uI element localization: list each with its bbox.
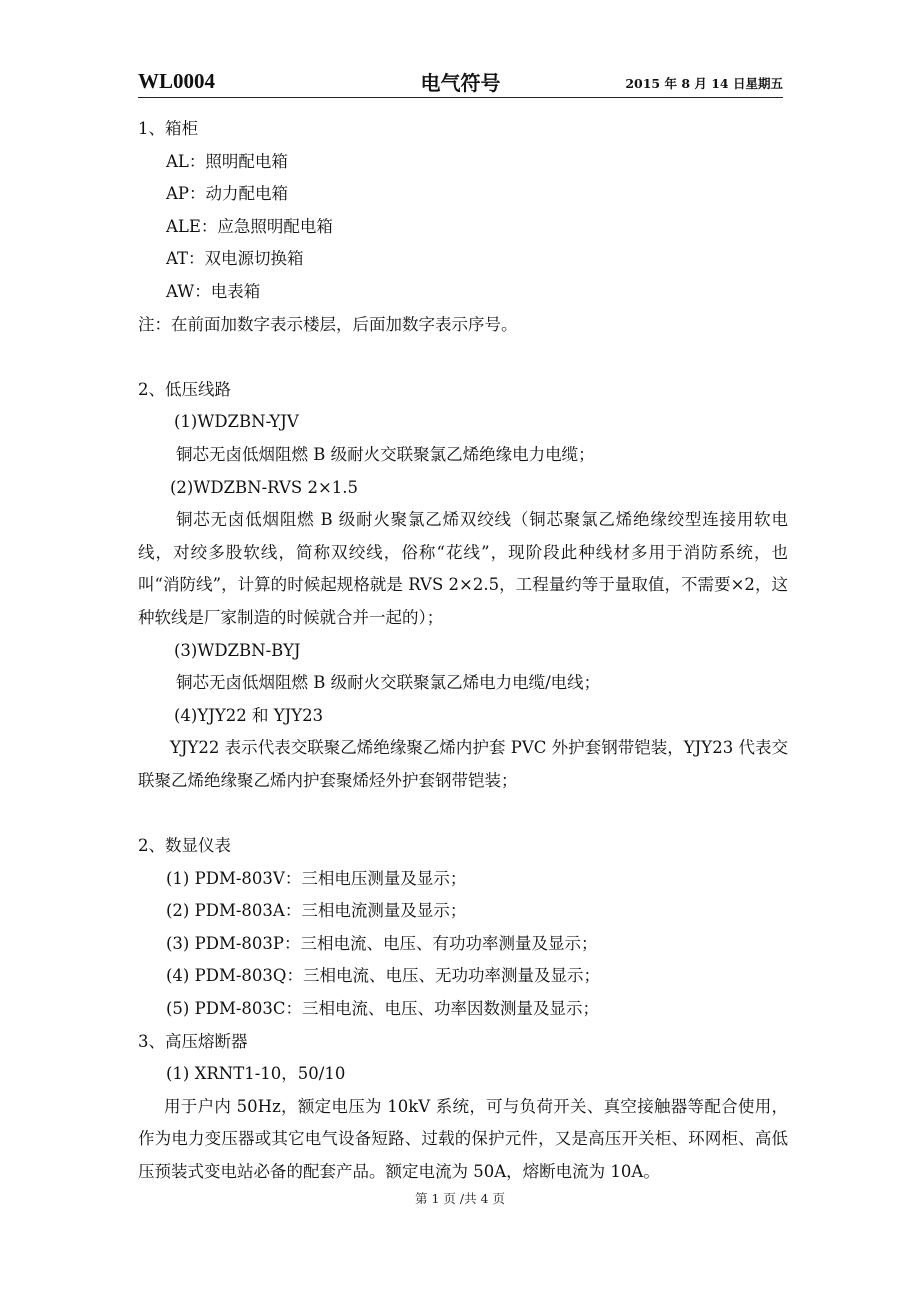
cable-item-title: (4)YJY22 和 YJY23 — [174, 705, 324, 725]
spacer — [138, 797, 788, 830]
list-item: AT：双电源切换箱 — [166, 249, 304, 269]
page-header — [138, 66, 783, 96]
cable-item-title: (2)WDZBN-RVS 2×1.5 — [170, 477, 359, 497]
meter-item: (4) PDM-803Q：三相电流、电压、无功功率测量及显示； — [166, 966, 600, 986]
document-id: WL0004 — [138, 69, 216, 93]
meter-item: (3) PDM-803P：三相电流、电压、有功功率测量及显示； — [166, 933, 598, 953]
list-item: AL：照明配电箱 — [166, 151, 288, 171]
list-item: ALE：应急照明配电箱 — [166, 216, 333, 236]
cable-item-desc: 铜芯无卤低烟阻燃 B 级耐火交联聚氯乙烯电力电缆/电线； — [176, 673, 601, 693]
list-item: AP：动力配电箱 — [166, 184, 289, 204]
header-divider — [138, 97, 783, 98]
document-title: 电气符号 — [420, 71, 501, 95]
cable-item-title: (3)WDZBN-BYJ — [174, 640, 301, 660]
section-heading-meters: 2、数显仪表 — [138, 836, 231, 856]
section-heading-cabinets: 1、箱柜 — [138, 119, 198, 138]
meter-item: (1) PDM-803V：三相电压测量及显示； — [166, 868, 467, 888]
fuse-item-title: (1) XRNT1-10，50/10 — [166, 1064, 346, 1084]
section-heading-low-voltage: 2、低压线路 — [138, 379, 231, 399]
meter-item: (2) PDM-803A：三相电流测量及显示； — [166, 901, 467, 921]
cable-item-desc: YJY22 表示代表交联聚乙烯绝缘聚乙烯内护套 PVC 外护套钢带铠装，YJY23 代表交联聚乙烯绝缘聚乙烯内护套聚烯烃外护套钢带铠装； — [138, 738, 788, 790]
cable-item-desc: 铜芯无卤低烟阻燃 B 级耐火交联聚氯乙烯绝缘电力电缆； — [176, 444, 595, 464]
cable-item-desc: 铜芯无卤低烟阻燃 B 级耐火聚氯乙烯双绞线（铜芯聚氯乙烯绝缘绞型连接用软电线，对绞多股软线，简称双绞线，俗称“花线”，现阶段此种线材多用于消防系统，也叫“消防线”，计算的时候起规格就是 RVS 2×2.5，工程量约等于量取值，不需要×2，这种软线是厂家制造的时候就合并一起的）； — [138, 510, 788, 627]
document-date: 2015 年 8 月 14 日星期五 — [625, 76, 783, 91]
fuse-item-desc: 用于户内 50Hz，额定电压为 10kV 系统，可与负荷开关、真空接触器等配合使用，作为电力变压器或其它电气设备短路、过载的保护元件，又是高压开关柜、环网柜、高低压预装式变电站必备的配套产品。额定电流为 50A，熔断电流为 10A。 — [138, 1096, 788, 1181]
document-body — [138, 113, 788, 1189]
spacer — [138, 341, 788, 374]
cabinet-note: 注：在前面加数字表示楼层，后面加数字表示序号。 — [138, 314, 518, 334]
page-number: 第 1 页 /共 4 页 — [415, 1191, 505, 1206]
list-item: AW：电表箱 — [166, 281, 261, 301]
cable-item-title: (1)WDZBN-YJV — [174, 412, 299, 432]
section-heading-fuses: 3、高压熔断器 — [138, 1031, 248, 1051]
meter-item: (5) PDM-803C：三相电流、电压、功率因数测量及显示； — [166, 999, 600, 1019]
